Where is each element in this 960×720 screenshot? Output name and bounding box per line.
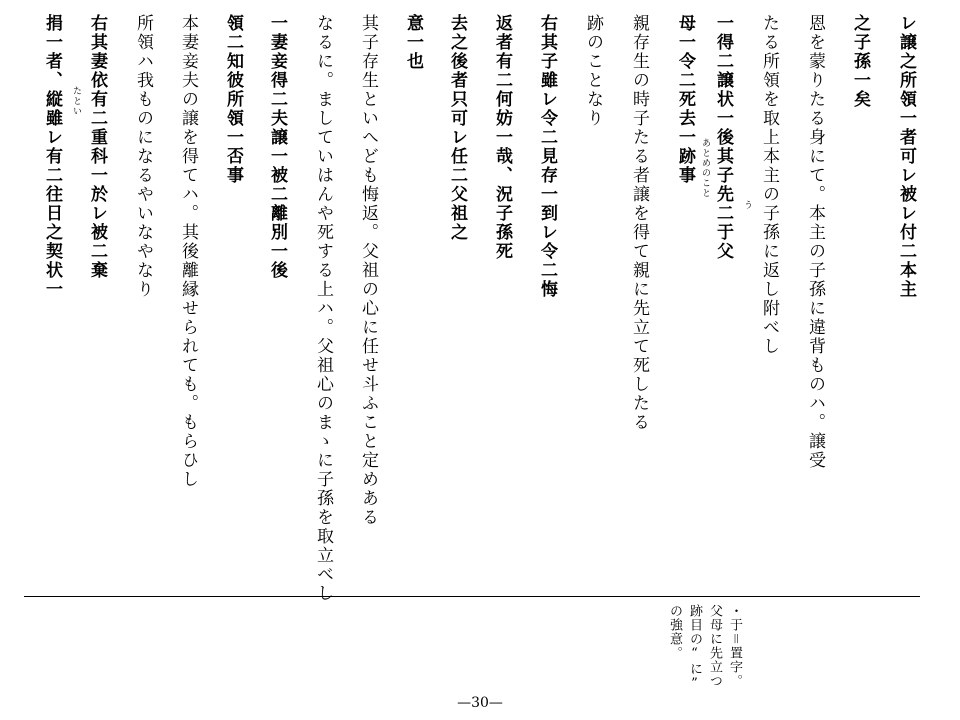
divider-line <box>24 596 920 597</box>
text-column: 親存生の時子たる者譲を得て親に先立て死したる <box>629 14 649 432</box>
note-column: の強意。 <box>667 604 682 660</box>
text-column: 返者有二何妨一哉、況子孫死 <box>492 14 512 261</box>
text-column: たる所領を取上本主の子孫に返し附べし <box>759 14 779 356</box>
text-column: 右其妻依有二重科一於レ被二棄 <box>87 14 107 280</box>
text-column: 所領ハ我ものになるやいなやなり <box>133 14 153 299</box>
furigana: う <box>742 200 752 210</box>
text-column: 恩を蒙りたる身にて。本主の子孫に違背ものハ。譲受 <box>805 14 825 470</box>
text-column: 領二知彼所領一否事 <box>223 14 243 185</box>
text-column: 其子存生といへども悔返。父祖の心に任せ斗ふこと定めある <box>358 14 378 527</box>
text-column: 之子孫一矣 <box>850 14 870 109</box>
text-column: 跡のことなり <box>583 14 603 128</box>
furigana: たとい <box>71 86 81 116</box>
text-column: レ譲之所領一者可レ被レ付二本主 <box>896 14 916 299</box>
page-number: —30— <box>457 695 503 711</box>
note-column: 跡目の“に” <box>687 604 702 692</box>
text-column: 去之後者只可レ任二父祖之 <box>447 14 467 242</box>
note-column: ・于＝置字。 <box>727 604 742 688</box>
text-column: なるに。ましていはんや死する上ハ。父祖心のまゝに子孫を取立べし <box>313 14 333 603</box>
furigana: あとめのこと <box>700 138 710 198</box>
text-column: 本妻妾夫の譲を得てハ。其後離縁せられても。もらひし <box>178 14 198 489</box>
text-column: 一妻妾得二夫譲一被二離別一後 <box>267 14 287 280</box>
text-column: 右其子雖レ令二見存一到レ令二悔 <box>537 14 557 299</box>
text-column: 意一也 <box>403 14 423 71</box>
note-column: 父母に先立つ <box>707 604 722 688</box>
text-column: 一得二譲状一後其子先二于父 <box>713 14 733 261</box>
text-column: 母一令二死去一跡事 <box>675 14 695 185</box>
text-column: 捐一者、縦雖レ有二往日之契状一 <box>42 14 62 299</box>
